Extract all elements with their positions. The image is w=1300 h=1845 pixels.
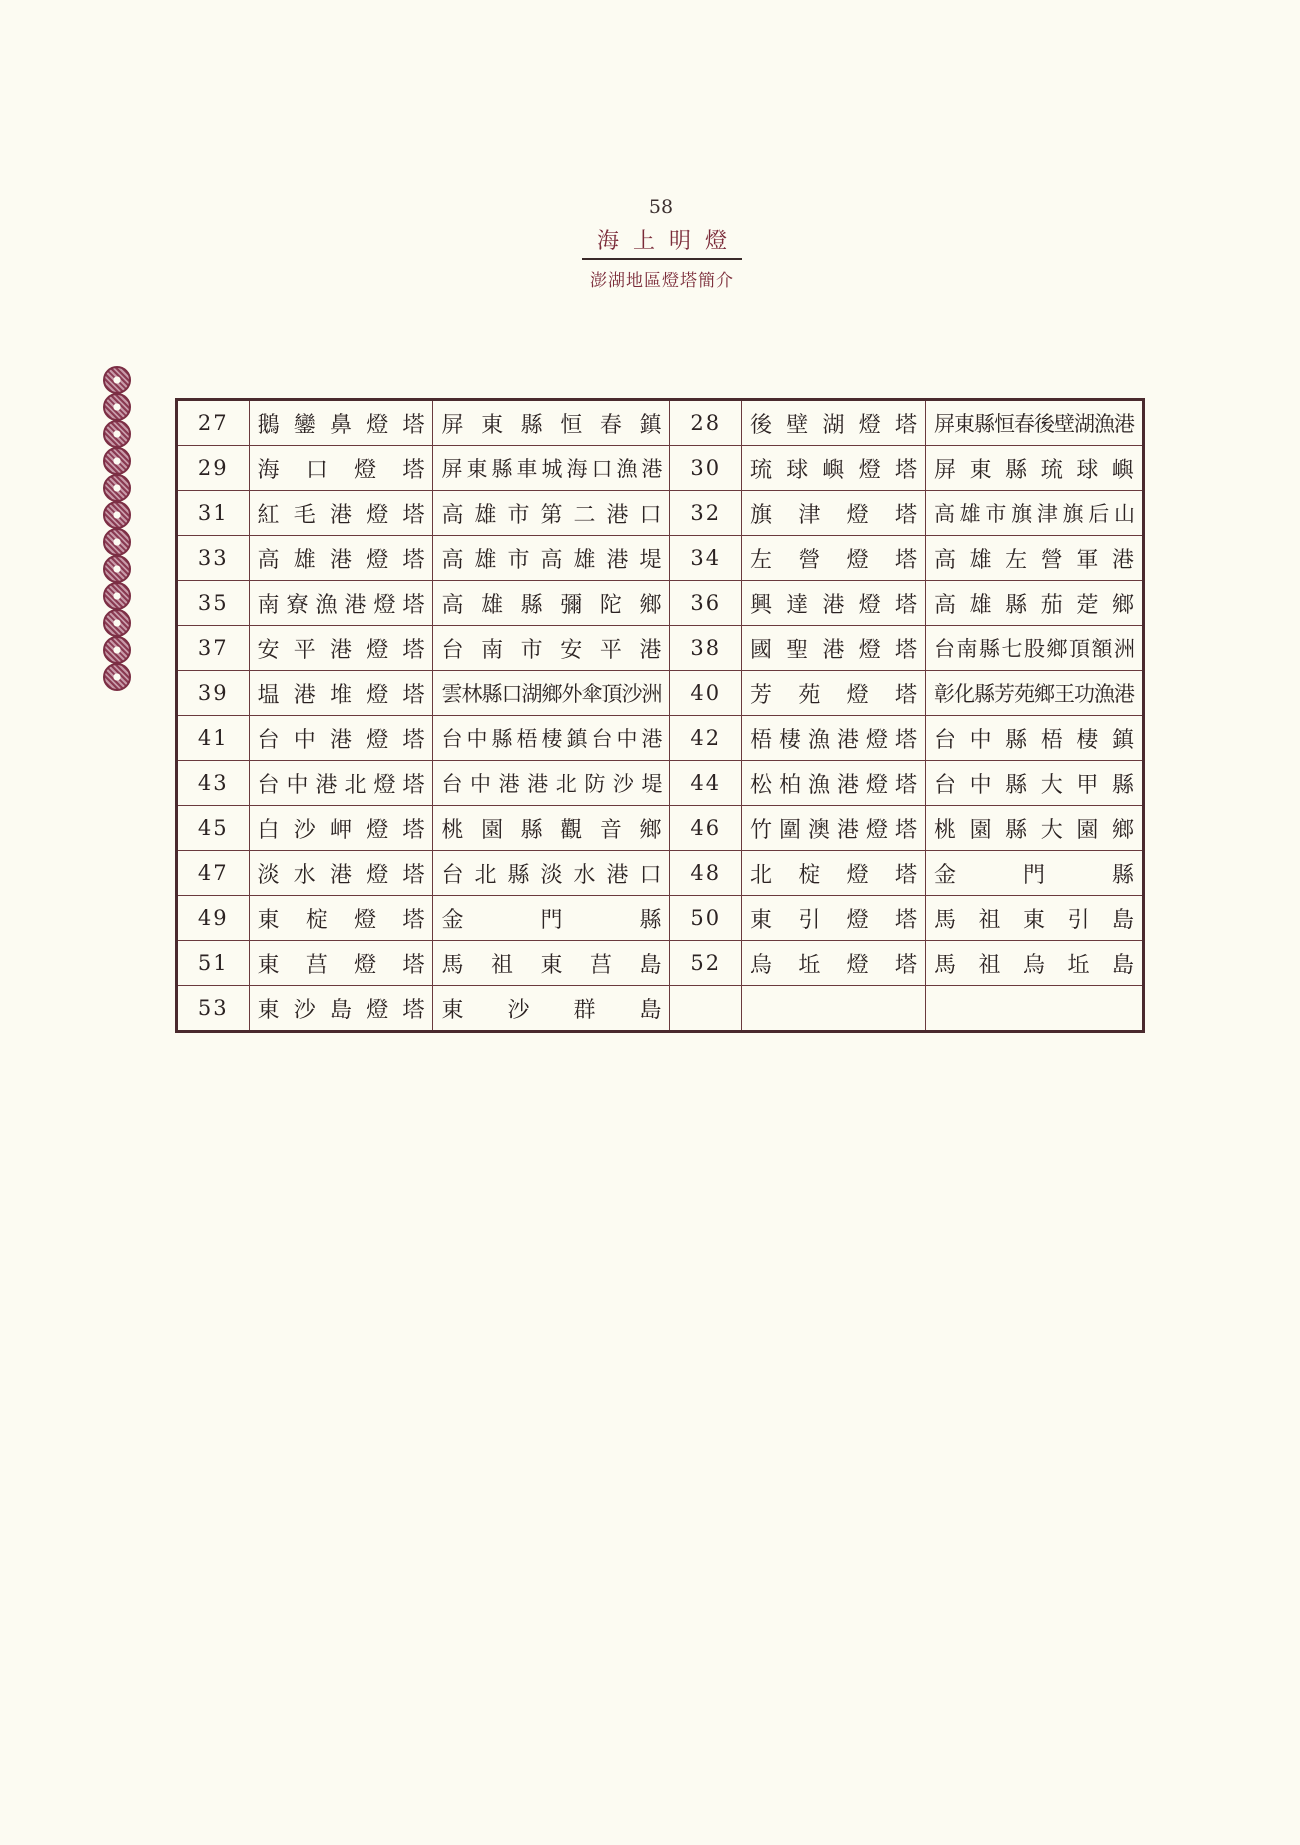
cell-num: 45 — [177, 806, 250, 851]
cell-num: 30 — [670, 446, 742, 491]
cell-num: 35 — [177, 581, 250, 626]
cell-loc: 台中縣梧棲鎮台中港 — [433, 716, 670, 761]
seal-ornament-icon — [103, 447, 131, 475]
cell-loc: 高雄縣彌陀鄉 — [433, 581, 670, 626]
cell-loc: 台南市安平港 — [433, 626, 670, 671]
cell-num: 42 — [670, 716, 742, 761]
cell-name: 南寮漁港燈塔 — [249, 581, 433, 626]
cell-loc: 屏東縣恒春鎮 — [433, 400, 670, 446]
cell-num: 28 — [670, 400, 742, 446]
cell-num: 36 — [670, 581, 742, 626]
table-row — [177, 671, 1144, 716]
cell-num: 39 — [177, 671, 250, 716]
cell-loc: 高雄市旗津旗后山 — [925, 491, 1143, 536]
table-row — [177, 806, 1144, 851]
cell-num: 43 — [177, 761, 250, 806]
table-row — [177, 716, 1144, 761]
cell-name: 安平港燈塔 — [249, 626, 433, 671]
cell-loc: 台北縣淡水港口 — [433, 851, 670, 896]
decorative-seal-column — [103, 366, 133, 690]
cell-num: 53 — [177, 986, 250, 1032]
table-row — [177, 896, 1144, 941]
cell-name: 松柏漁港燈塔 — [742, 761, 926, 806]
cell-num: 49 — [177, 896, 250, 941]
cell-loc: 屏東縣恒春後壁湖漁港 — [925, 400, 1143, 446]
cell-num: 46 — [670, 806, 742, 851]
cell-loc: 台中港港北防沙堤 — [433, 761, 670, 806]
cell-loc: 桃園縣觀音鄉 — [433, 806, 670, 851]
seal-ornament-icon — [103, 609, 131, 637]
cell-name: 塭港堆燈塔 — [249, 671, 433, 716]
cell-name: 梧棲漁港燈塔 — [742, 716, 926, 761]
cell-name: 鵝鑾鼻燈塔 — [249, 400, 433, 446]
cell-name: 高雄港燈塔 — [249, 536, 433, 581]
table-row — [177, 400, 1144, 446]
table-row — [177, 536, 1144, 581]
cell-loc: 馬祖東引島 — [925, 896, 1143, 941]
table-row — [177, 446, 1144, 491]
seal-ornament-icon — [103, 366, 131, 394]
cell-num: 27 — [177, 400, 250, 446]
cell-loc: 高雄左營軍港 — [925, 536, 1143, 581]
cell-name: 竹圍澳港燈塔 — [742, 806, 926, 851]
page-number: 58 — [648, 196, 674, 218]
cell-num — [670, 986, 742, 1032]
cell-loc: 馬祖烏坵島 — [925, 941, 1143, 986]
cell-name: 海口燈塔 — [249, 446, 433, 491]
cell-num: 38 — [670, 626, 742, 671]
cell-loc: 台中縣梧棲鎮 — [925, 716, 1143, 761]
cell-name — [742, 986, 926, 1032]
cell-name: 東椗燈塔 — [249, 896, 433, 941]
cell-name: 東莒燈塔 — [249, 941, 433, 986]
cell-name: 左營燈塔 — [742, 536, 926, 581]
seal-ornament-icon — [103, 420, 131, 448]
cell-loc: 金門縣 — [925, 851, 1143, 896]
cell-name: 興達港燈塔 — [742, 581, 926, 626]
cell-loc: 屏東縣車城海口漁港 — [433, 446, 670, 491]
cell-name: 旗津燈塔 — [742, 491, 926, 536]
cell-name: 紅毛港燈塔 — [249, 491, 433, 536]
seal-ornament-icon — [103, 636, 131, 664]
cell-loc: 金門縣 — [433, 896, 670, 941]
cell-loc: 台南縣七股鄉頂額洲 — [925, 626, 1143, 671]
cell-loc: 高雄市高雄港堤 — [433, 536, 670, 581]
cell-loc: 屏東縣琉球嶼 — [925, 446, 1143, 491]
page-subtitle: 澎湖地區燈塔簡介 — [590, 271, 734, 291]
cell-num: 37 — [177, 626, 250, 671]
lighthouse-table — [175, 398, 1145, 1033]
cell-loc: 馬祖東莒島 — [433, 941, 670, 986]
cell-loc: 桃園縣大園鄉 — [925, 806, 1143, 851]
seal-ornament-icon — [103, 393, 131, 421]
cell-loc: 高雄縣茄萣鄉 — [925, 581, 1143, 626]
page-header — [582, 224, 742, 291]
cell-name: 琉球嶼燈塔 — [742, 446, 926, 491]
cell-name: 國聖港燈塔 — [742, 626, 926, 671]
cell-name: 淡水港燈塔 — [249, 851, 433, 896]
cell-num: 44 — [670, 761, 742, 806]
cell-num: 34 — [670, 536, 742, 581]
cell-name: 後壁湖燈塔 — [742, 400, 926, 446]
table-row — [177, 851, 1144, 896]
page-title: 海上明燈 — [582, 224, 742, 260]
cell-num: 40 — [670, 671, 742, 716]
cell-num: 47 — [177, 851, 250, 896]
table-row — [177, 986, 1144, 1032]
cell-num: 41 — [177, 716, 250, 761]
cell-name: 北椗燈塔 — [742, 851, 926, 896]
cell-loc: 台中縣大甲縣 — [925, 761, 1143, 806]
table-row — [177, 581, 1144, 626]
table-row — [177, 761, 1144, 806]
cell-num: 33 — [177, 536, 250, 581]
seal-ornament-icon — [103, 582, 131, 610]
cell-num: 52 — [670, 941, 742, 986]
table-row — [177, 491, 1144, 536]
seal-ornament-icon — [103, 528, 131, 556]
cell-loc: 彰化縣芳苑鄉王功漁港 — [925, 671, 1143, 716]
seal-ornament-icon — [103, 555, 131, 583]
cell-num: 50 — [670, 896, 742, 941]
seal-ornament-icon — [103, 501, 131, 529]
cell-loc: 東沙群島 — [433, 986, 670, 1032]
cell-num: 51 — [177, 941, 250, 986]
cell-num: 31 — [177, 491, 250, 536]
cell-name: 台中港燈塔 — [249, 716, 433, 761]
cell-name: 白沙岬燈塔 — [249, 806, 433, 851]
cell-loc: 雲林縣口湖鄉外傘頂沙洲 — [433, 671, 670, 716]
cell-loc — [925, 986, 1143, 1032]
cell-num: 29 — [177, 446, 250, 491]
seal-ornament-icon — [103, 474, 131, 502]
table-row — [177, 941, 1144, 986]
cell-num: 48 — [670, 851, 742, 896]
cell-num: 32 — [670, 491, 742, 536]
cell-loc: 高雄市第二港口 — [433, 491, 670, 536]
cell-name: 東引燈塔 — [742, 896, 926, 941]
cell-name: 台中港北燈塔 — [249, 761, 433, 806]
seal-ornament-icon — [103, 663, 131, 691]
cell-name: 烏坵燈塔 — [742, 941, 926, 986]
cell-name: 芳苑燈塔 — [742, 671, 926, 716]
cell-name: 東沙島燈塔 — [249, 986, 433, 1032]
table-row — [177, 626, 1144, 671]
